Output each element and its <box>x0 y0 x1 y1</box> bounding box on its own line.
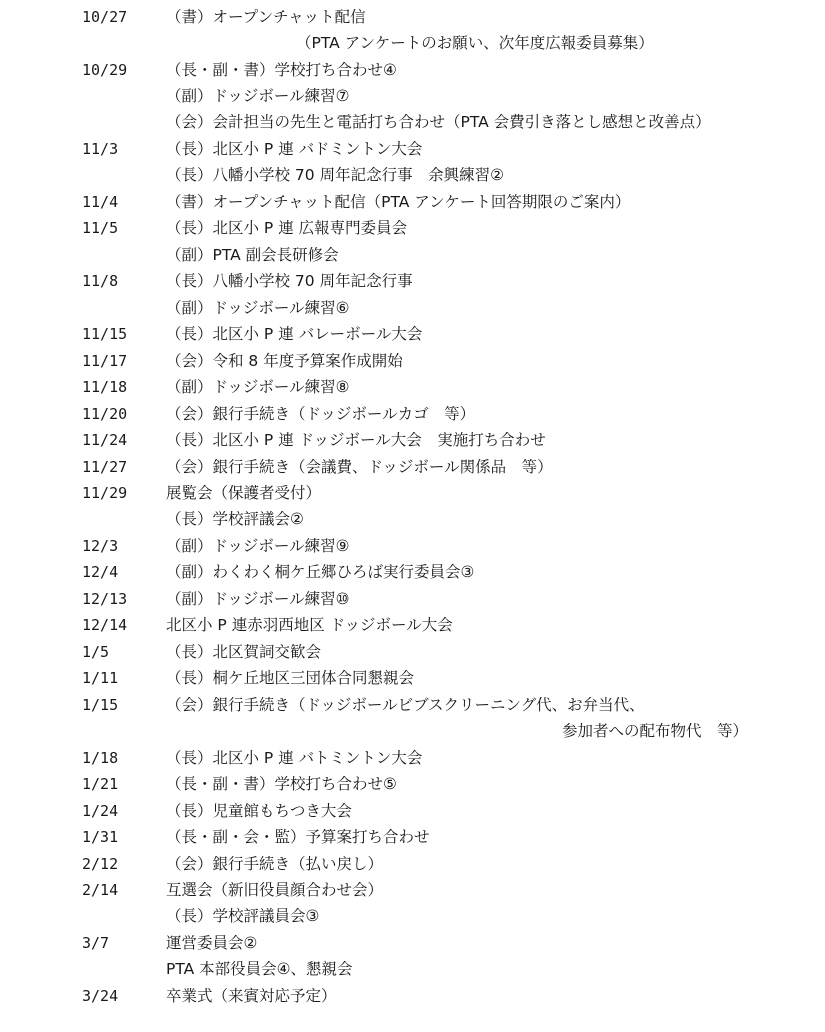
row-text: （長）学校評議会② <box>166 510 304 528</box>
row-date: 3/7 <box>82 934 110 952</box>
row-text: （長）北区小 P 連 広報専門委員会 <box>166 219 408 237</box>
row-date: 10/27 <box>82 8 128 26</box>
row-text: 展覧会（保護者受付） <box>166 484 322 502</box>
row-text: （書）オープンチャット配信（PTA アンケート回答期限のご案内） <box>166 193 631 211</box>
row-text: PTA 本部役員会④、懇親会 <box>166 960 353 978</box>
row-text: （長）桐ケ丘地区三団体合同懇親会 <box>166 669 415 687</box>
row-date: 11/17 <box>82 352 128 370</box>
row-date: 1/31 <box>82 828 119 846</box>
row-text: 参加者への配布物代 等） <box>562 722 749 740</box>
row-date: 1/11 <box>82 669 119 687</box>
row-text: （会）銀行手続き（ドッジボールビブスクリーニング代、お弁当代、 <box>166 696 645 714</box>
row-date: 2/14 <box>82 881 119 899</box>
row-text: （副）ドッジボール練習⑨ <box>166 537 350 555</box>
row-text: 互選会（新旧役員顔合わせ会） <box>166 881 384 899</box>
row-date: 12/4 <box>82 563 119 581</box>
row-text: （会）銀行手続き（ドッジボールカゴ 等） <box>166 405 476 423</box>
row-date: 11/20 <box>82 405 128 423</box>
row-date: 12/13 <box>82 590 128 608</box>
row-text: （長・副・会・監）予算案打ち合わせ <box>166 828 430 846</box>
row-text: （副）ドッジボール練習⑦ <box>166 87 350 105</box>
row-date: 3/24 <box>82 987 119 1005</box>
row-date: 1/24 <box>82 802 119 820</box>
row-text: （長）北区小 P 連 バレーボール大会 <box>166 325 423 343</box>
row-date: 11/24 <box>82 431 128 449</box>
row-text: （書）オープンチャット配信 <box>166 8 366 26</box>
row-text: （副）ドッジボール練習⑥ <box>166 299 350 317</box>
row-date: 11/5 <box>82 219 119 237</box>
row-date: 11/4 <box>82 193 119 211</box>
row-text: （長）北区小 P 連 ドッジボール大会 実施打ち合わせ <box>166 431 546 449</box>
row-text: 卒業式（来賓対応予定） <box>166 987 337 1005</box>
row-text: 北区小 P 連赤羽西地区 ドッジボール大会 <box>166 616 453 634</box>
row-text: （副）PTA 副会長研修会 <box>166 246 339 264</box>
row-text: （副）ドッジボール練習⑧ <box>166 378 350 396</box>
row-date: 11/18 <box>82 378 128 396</box>
row-date: 11/29 <box>82 484 128 502</box>
row-date: 10/29 <box>82 61 128 79</box>
row-text: （会）令和 8 年度予算案作成開始 <box>166 352 403 370</box>
row-date: 1/21 <box>82 775 119 793</box>
row-text: （長・副・書）学校打ち合わせ⑤ <box>166 775 397 793</box>
row-date: 11/15 <box>82 325 128 343</box>
row-text: （PTA アンケートのお願い、次年度広報委員募集） <box>296 34 654 52</box>
row-text: （会）銀行手続き（会議費、ドッジボール関係品 等） <box>166 458 553 476</box>
row-text: （長）学校評議員会③ <box>166 907 320 925</box>
row-text: （長）北区賀詞交歓会 <box>166 643 322 661</box>
row-date: 11/27 <box>82 458 128 476</box>
row-date: 2/12 <box>82 855 119 873</box>
row-text: （長）八幡小学校 70 周年記念行事 余興練習② <box>166 166 504 184</box>
row-text: （長）北区小 P 連 バドミントン大会 <box>166 140 423 158</box>
row-date: 1/18 <box>82 749 119 767</box>
row-text: （会）会計担当の先生と電話打ち合わせ（PTA 会費引き落とし感想と改善点） <box>166 113 711 131</box>
row-text: （長）北区小 P 連 バトミントン大会 <box>166 749 423 767</box>
row-date: 1/5 <box>82 643 110 661</box>
row-date: 11/8 <box>82 272 119 290</box>
row-date: 12/3 <box>82 537 119 555</box>
row-date: 11/3 <box>82 140 119 158</box>
row-text: （会）銀行手続き（払い戻し） <box>166 855 384 873</box>
row-date: 1/15 <box>82 696 119 714</box>
row-text: （長・副・書）学校打ち合わせ④ <box>166 61 397 79</box>
row-text: （長）児童館もちつき大会 <box>166 802 352 820</box>
row-text: （副）ドッジボール練習⑩ <box>166 590 350 608</box>
row-date: 12/14 <box>82 616 128 634</box>
row-text: 運営委員会② <box>166 934 258 952</box>
row-text: （副）わくわく桐ケ丘郷ひろば実行委員会③ <box>166 563 475 581</box>
row-text: （長）八幡小学校 70 周年記念行事 <box>166 272 413 290</box>
